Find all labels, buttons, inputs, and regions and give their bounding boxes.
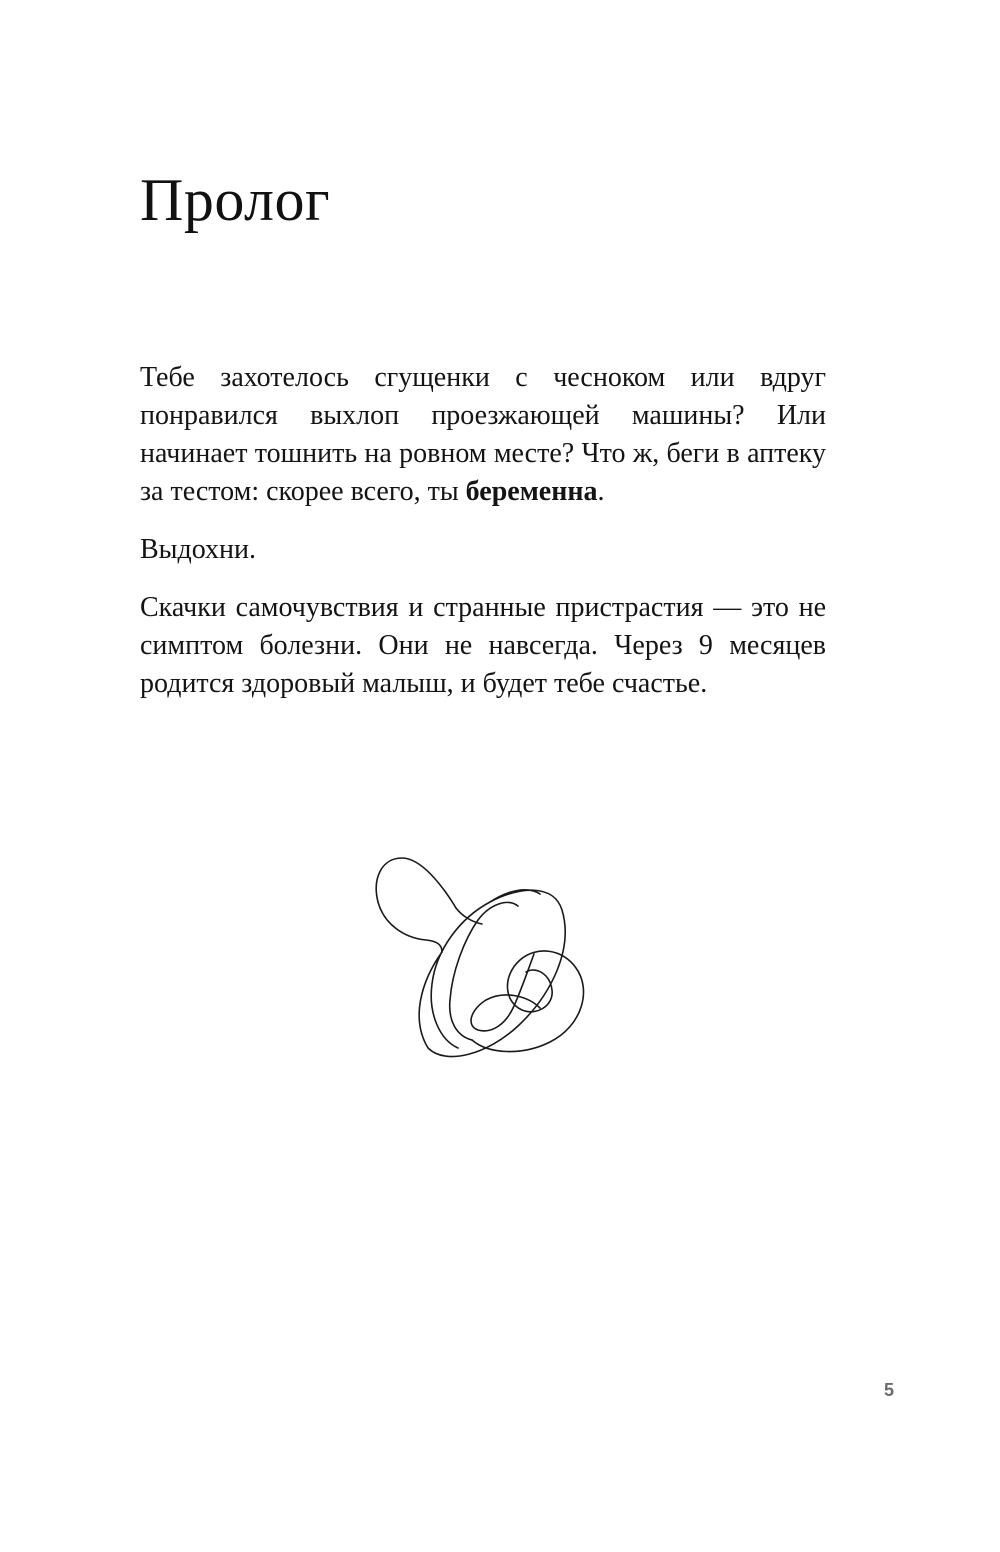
pacifier-shield-inner-stroke <box>450 902 518 1040</box>
pacifier-svg <box>368 850 600 1072</box>
paragraph-1 <box>140 359 826 511</box>
paragraph-1-text: Тебе захотелось сгущенки с чесноком или вдруг понравился выхлоп проезжающей машины? Или начинает тошнить на ровном месте? Что ж, беги в аптеку за тестом: скорее всего, ты <box>140 362 826 507</box>
pacifier-ring-outer <box>472 951 584 1052</box>
pacifier-line-drawing-icon <box>368 850 600 1072</box>
page-number: 5 <box>883 1380 894 1400</box>
emphasis-word: беременна <box>465 476 598 507</box>
pacifier-shield-top-arc <box>490 890 540 902</box>
pacifier-ring-inner <box>471 954 540 1031</box>
pacifier-teat-outline <box>376 858 456 952</box>
paragraph-2: Выдохни. <box>140 534 257 565</box>
chapter-title: Пролог <box>140 167 331 233</box>
paragraph-3: Скачки самочувствия и странные пристрастия — это не симптом болезни. Они не навсегда. Через 9 месяцев родится здоровый малыш, и будет тебе счастье. <box>140 592 826 699</box>
body-text <box>140 359 826 723</box>
paragraph-1-end: . <box>597 476 605 507</box>
